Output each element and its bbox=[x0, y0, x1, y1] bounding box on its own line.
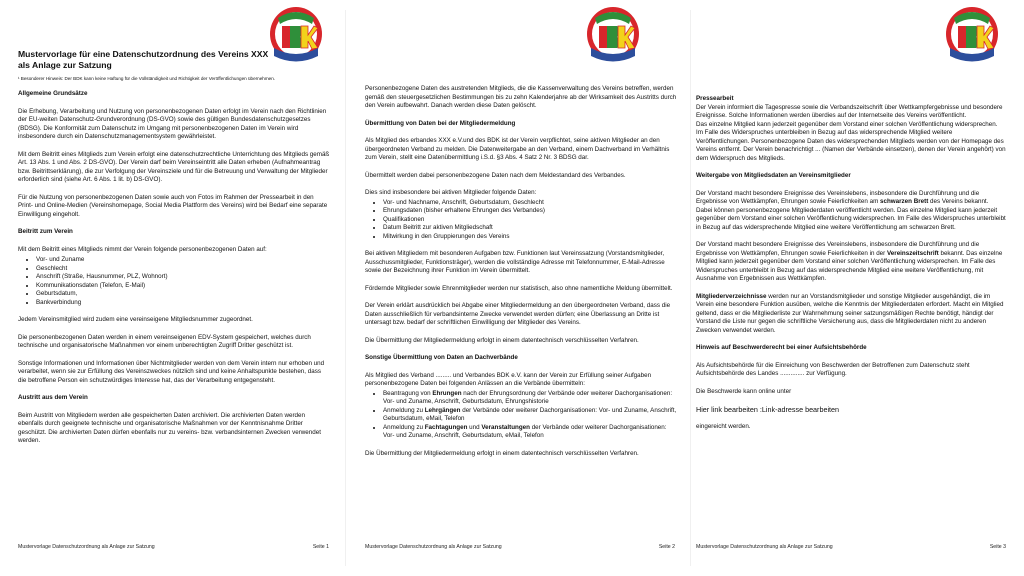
paragraph: eingereicht werden. bbox=[696, 423, 751, 430]
page-number: Seite 2 bbox=[658, 544, 675, 550]
page-2-content bbox=[365, 85, 677, 467]
page-number: Seite 3 bbox=[989, 544, 1006, 550]
paragraph: Für die Nutzung von personenbezogenen Daten sowie auch von Fotos im Rahmen der Pressearbeit in den Print- und Online-Medien (Vereinshomepage, Social Media Plattform des Vereins) wird bei Bedarf eine separate Einwilligung eingeholt. bbox=[18, 193, 328, 218]
list-item: • Vor- und Nachname, Anschrift, Geburtsdatum, Geschlecht bbox=[383, 199, 677, 208]
paragraph: Die Erhebung, Verarbeitung und Nutzung von personenbezogenen Daten erfolgt im Verein nach den Richtlinien der EU-weiten Datenschutz-Grundverordnung (DS-GVO) sowie des gültigen Bundesdatenschutzgesetzes (BDSG). Die Konformität zum Datenschutz im Umgang mit personenbezogenen Daten im Verein wird insbesondere durch ein Datenschutzmanagementsystem gewährleistet. bbox=[18, 107, 327, 140]
complaint-link[interactable]: Hier link bearbeiten :Link-adresse bearbeiten bbox=[696, 405, 840, 414]
paragraph: Jedem Vereinsmitglied wird zudem eine vereinseigene Mitgliedsnummer zugeordnet. bbox=[18, 316, 253, 323]
heading-weitergabe: Weitergabe von Mitgliedsdaten an Vereinsmitglieder bbox=[696, 172, 851, 179]
document-title: Mustervorlage für eine Datenschutzordnung des Vereins XXX bbox=[18, 49, 269, 59]
footer-title: Mustervorlage Datenschutzordnung als Anlage zur Satzung bbox=[365, 544, 502, 550]
list-item: • Anschrift (Straße, Hausnummer, PLZ, Wohnort) bbox=[36, 273, 330, 282]
list-item: • Anmeldung zu Fachtagungen und Veranstaltungen der Verbände oder weiterer Dachorganisationen: Vor- und Zuname, Anschrift, Geburtsdatum, eMail, Telefon bbox=[383, 424, 677, 441]
footer-title: Mustervorlage Datenschutzordnung als Anlage zur Satzung bbox=[696, 544, 833, 550]
list-item: • Geschlecht bbox=[36, 265, 330, 274]
paragraph: Der Vorstand macht besondere Ereignisse des Vereinslebens, insbesondere die Durchführung und die Ergebnisse von Wettkämpfen, Ehrungen sowie Feierlichkeiten in der Vereinszeitschrift bekannt. Das einzelne Mitglied kann jederzeit gegenüber dem Vorstand einer solchen Veröffentlichung widersprechen. Im Falle des Widerspruches unterbleibt in Bezug auf das widersprechende Mitglied eine weitere Veröffentlichung, mit Ausnahme von Ergebnissen aus Wettkämpfen. bbox=[696, 241, 1003, 282]
heading-beitritt: Beitritt zum Verein bbox=[18, 228, 73, 235]
page-number: Seite 1 bbox=[312, 544, 329, 550]
document-subtitle: als Anlage zur Satzung bbox=[18, 59, 112, 70]
paragraph: Die Übermittlung der Mitgliedermeldung erfolgt in einem datentechnisch verschlüsselten Verfahren. bbox=[365, 449, 639, 457]
association-logo bbox=[585, 4, 641, 70]
list-item: • Bankverbindung bbox=[36, 299, 330, 308]
paragraph: Sonstige Informationen und Informationen über Nichtmitglieder werden von dem Verein intern nur erhoben und verarbeitet, wenn sie zur Erfüllung des Vereinszweckes nützlich sind und keine Anhaltspunkte bestehen, dass die betroffene Person ein schutzwürdiges Interesse hat, das der Verarbeitung entgegensteht. bbox=[18, 359, 325, 384]
list-item: • Qualifikationen bbox=[383, 216, 677, 225]
paragraph: Fördernde Mitglieder sowie Ehrenmitglieder werden nur statistisch, also ohne namentliche Meldung übermittelt. bbox=[365, 284, 673, 292]
paragraph: Die Beschwerde kann online unter bbox=[696, 387, 792, 395]
paragraph: Personenbezogene Daten des austretenden Mitglieds, die die Kassenverwaltung des Vereins betreffen, werden gemäß den steuergesetzlichen Bestimmungen bis zu zehn Kalenderjahre ab der Wirksamkeit des Austritts durch den Verein aufbewahrt. Danach werden diese Daten gelöscht. bbox=[365, 85, 677, 109]
paragraph: Dies sind insbesondere bei aktiven Mitglieder folgende Daten: bbox=[365, 189, 537, 196]
heading-grundsaetze: Allgemeine Grundsätze bbox=[18, 90, 88, 97]
page-1-content bbox=[18, 49, 330, 455]
document-page-1 bbox=[0, 0, 345, 576]
list-item: • Beantragung von Ehrungen nach der Ehrungsordnung der Verbände oder weiterer Dachorganisationen: Vor- und Zuname, Anschrift, Geburtsdatum, Ehrungshistorie bbox=[383, 390, 677, 407]
association-logo bbox=[944, 4, 1000, 70]
paragraph: Das einzelne Mitglied kann jederzeit gegenüber dem Vorstand einer solchen Veröffentlichung widersprechen. Im Falle des Widerspruches unterbleiben in Bezug auf das widersprechende Mitglied weitere Veröffentlichungen. Personenbezogene Daten des widersprechenden Mitglieds werden von der Homepage des Vereins entfernt. Der Verein benachrichtigt ... (Namen der Verbände einsetzen), denen der Verein angehört) von dem Widerspruch des Mitglieds. bbox=[696, 120, 1006, 162]
paragraph: Bei aktiven Mitgliedern mit besonderen Aufgaben bzw. Funktionen laut Vereinssatzung (Vorstandsmitglieder, Ausschussmitglieder, Funktionsträger), werden die vollständige Adresse mit Telefonnummer, E-Mail-Adresse sowie der Bezeichnung ihrer Funktion im Verein übermittelt. bbox=[365, 250, 665, 274]
list-item: • Ehrungsdaten (bisher erhaltene Ehrungen des Verbandes) bbox=[383, 207, 677, 216]
footnote: ¹ Besonderer Hinweis: Der BDK kann keine Haftung für die Vollständigkeit und Richtigkeit der Veröffentlichungen übernehmen. bbox=[18, 76, 276, 81]
paragraph: Der Vorstand macht besondere Ereignisse des Vereinslebens, insbesondere die Durchführung und die Ergebnisse von Wettkämpfen, Ehrungen sowie Feierlichkeiten am schwarzen Brett des Vereins bekannt. Dabei können personenbezogene Mitgliederdaten veröffentlicht werden. Das einzelne Mitglied kann jederzeit gegenüber dem Vorstand einer solchen Veröffentlichung widersprechen. Im Falle des Widerspruches unterbleibt in Bezug auf das widersprechende Mitglied eine weitere Veröffentlichung am schwarzen Brett. bbox=[696, 189, 1006, 231]
paragraph: Der Verein erklärt ausdrücklich bei Abgabe einer Mitgliedermeldung an den übergeordneten Verband, dass die Daten ausschließlich für verbandsinterne Zwecke verwendet werden dürfen; eine Überlassung an Dritte ist untersagt bzw. bedarf der schriftlichen Einwilligung der Mitglieder des Vereins. bbox=[365, 302, 671, 326]
paragraph: Der Verein informiert die Tagespresse sowie die Verbandszeitschrift über Wettkampfergebnisse und besondere Ereignisse. Solche Informationen werden überdies auf der Internetseite des Vereins veröffentlicht. bbox=[696, 103, 1003, 119]
transfer-occasions-list bbox=[365, 390, 677, 441]
heading-pressearbeit: Pressearbeit bbox=[696, 95, 734, 102]
list-item: • Datum Beitritt zur aktiven Mitgliedschaft bbox=[383, 224, 677, 233]
member-data-list bbox=[18, 256, 330, 307]
heading-dachverbaende: Sonstige Übermittlung von Daten an Dachverbände bbox=[365, 354, 518, 361]
paragraph: Mit dem Beitritt eines Mitglieds nimmt der Verein folgende personenbezogenen Daten auf: bbox=[18, 245, 267, 253]
paragraph: Die Übermittlung der Mitgliedermeldung erfolgt in einem datentechnisch verschlüsselten Verfahren. bbox=[365, 336, 639, 344]
heading-mitgliedermeldung: Übermittlung von Daten bei der Mitgliedermeldung bbox=[365, 119, 516, 127]
list-item: • Kommunikationsdaten (Telefon, E-Mail) bbox=[36, 282, 330, 291]
footer-title: Mustervorlage Datenschutzordnung als Anlage zur Satzung bbox=[18, 544, 155, 550]
paragraph: Als Mitglied des Verband ......... und Verbandes BDK e.V. kann der Verein zur Erfüllung seiner Aufgaben personenbezogene Daten bei folgenden Anlässen an die Verbände übermitteln: bbox=[365, 371, 652, 387]
list-item: • Anmeldung zu Lehrgängen der Verbände oder weiterer Dachorganisationen: Vor- und Zuname, Anschrift, Geburtsdatum, eMail, Telefon bbox=[383, 407, 677, 424]
paragraph: Mit dem Beitritt eines Mitglieds zum Verein erfolgt eine datenschutzrechtliche Unterrichtung des Mitglieds gemäß Art. 13 Abs. 1 und Abs. 2 DS-GVO). Der Verein darf beim Vereinseintritt alle Daten erheben (Aufnahmeantrag bzw. Beitrittserklärung), die zur Verfolgung der Vereinsziele und für die Betreuung und Verwaltung der Mitglieder erforderlich sind (siehe Art. 6 Abs. 1 lit. b) DS-GVO). bbox=[18, 150, 330, 183]
page-3-content bbox=[696, 95, 1006, 441]
document-page-3 bbox=[690, 0, 1024, 576]
paragraph: Beim Austritt von Mitgliedern werden alle gespeicherten Daten archiviert. Die archivierten Daten werden ebenfalls durch geeignete technische und organisatorische Maßnahmen vor der Kenntnisnahme Dritter geschützt. Die archivierten Daten dürfen ebenfalls nur zu vereins- bzw. verbandsinternen Zwecken verwendet werden. bbox=[18, 411, 321, 444]
paragraph: Die personenbezogenen Daten werden in einem vereinseigenen EDV-System gespeichert, welches durch technische und organisatorische Maßnahmen vor einem unberechtigten Zugriff Dritter geschützt ist. bbox=[18, 333, 311, 349]
paragraph: Übermittelt werden dabei personenbezogene Daten nach dem Meldestandard des Verbandes. bbox=[365, 171, 626, 179]
heading-austritt: Austritt aus dem Verein bbox=[18, 394, 88, 401]
list-item: • Vor- und Zuname bbox=[36, 256, 330, 265]
heading-beschwerderecht: Hinweis auf Beschwerderecht bei einer Aufsichtsbehörde bbox=[696, 344, 867, 351]
paragraph: Mitgliederverzeichnisse werden nur an Vorstandsmitglieder und sonstige Mitglieder ausgehändigt, die im Verein eine besondere Funktion ausüben, welche die Kenntnis der Mitgliederdaten erfordert. Macht ein Mitglied geltend, dass er die Mitgliederliste zur Wahrnehmung seiner satzungsmäßigen Rechte benötigt, händigt der Vorstand die Liste nur gegen die schriftliche Versicherung aus, dass die Mitgliederdaten nicht zu anderen Zwecken verwendet werden. bbox=[696, 292, 1004, 334]
document-page-2 bbox=[345, 0, 690, 576]
list-item: • Mitwirkung in den Gruppierungen des Vereins bbox=[383, 233, 677, 242]
list-item: • Geburtsdatum, bbox=[36, 290, 330, 299]
paragraph: Als Aufsichtsbehörde für die Einreichung von Beschwerden der Betroffenen zum Datenschutz steht Aufsichtsbehörde des Landes .............. zur Verfügung. bbox=[696, 361, 970, 377]
active-member-data-list bbox=[365, 199, 677, 242]
paragraph: Als Mitglied des erbandes XXX e.V.und des BDK ist der Verein verpflichtet, seine aktiven Mitglieder an den übergeordneten Verband zu melden. Die Datenweitergabe an den Verband, einem Dachverband im Verhältnis zum Verein, stellt eine Datenübermittlung i.S.d. §3 Abs. 4 Satz 2 Nr. 3 BDSG dar. bbox=[365, 137, 670, 161]
